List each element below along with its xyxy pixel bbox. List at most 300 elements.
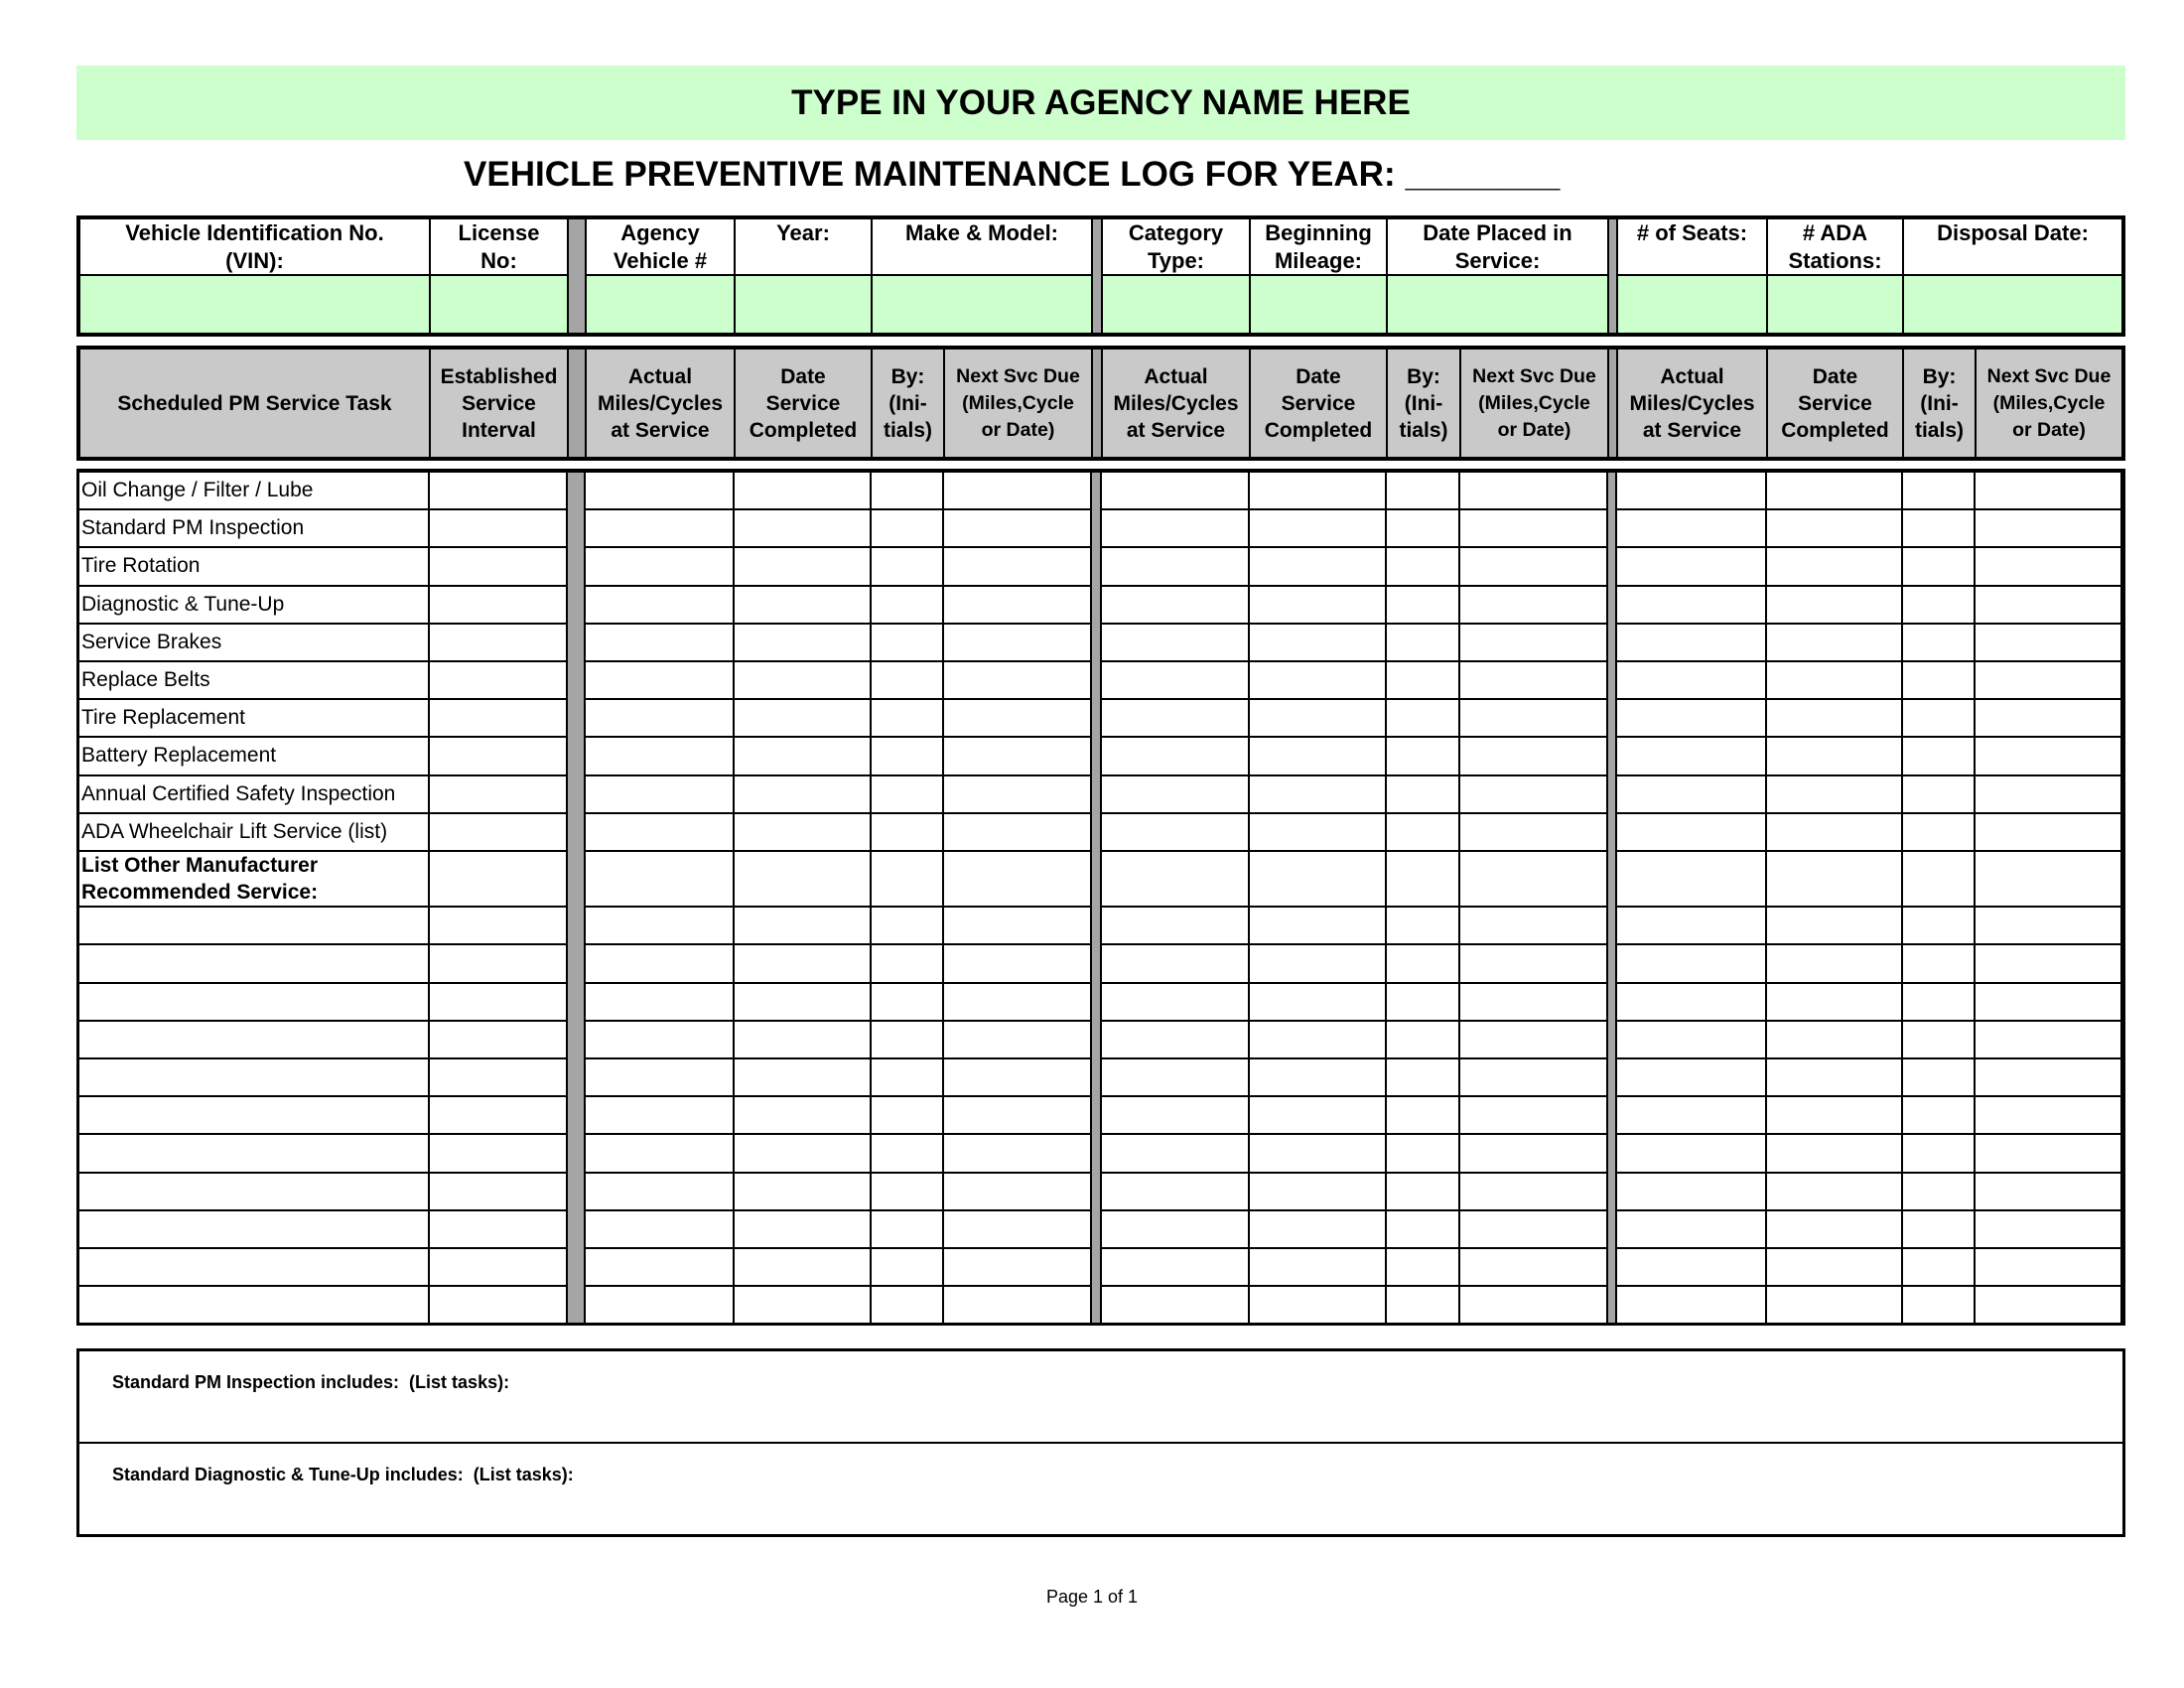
date-completed-cell[interactable] (735, 945, 870, 981)
date-completed-cell[interactable] (1767, 1097, 1901, 1133)
actual-miles-cell[interactable] (586, 662, 733, 698)
initials-cell[interactable] (1903, 1211, 1974, 1247)
actual-miles-cell[interactable] (586, 1097, 733, 1133)
initials-cell[interactable] (1387, 776, 1458, 812)
initials-cell[interactable] (872, 1287, 942, 1323)
actual-miles-cell[interactable] (1102, 1097, 1248, 1133)
initials-cell[interactable] (1387, 1211, 1458, 1247)
actual-miles-cell[interactable] (586, 1022, 733, 1057)
initials-cell[interactable] (872, 1059, 942, 1095)
next-service-due-cell[interactable] (1976, 984, 2120, 1020)
initials-cell[interactable] (872, 625, 942, 660)
next-service-due-cell[interactable] (1460, 662, 1606, 698)
initials-cell[interactable] (1387, 1059, 1458, 1095)
other-service-entry[interactable] (79, 908, 428, 943)
initials-cell[interactable] (1387, 625, 1458, 660)
next-service-due-cell[interactable] (1460, 548, 1606, 584)
actual-miles-cell[interactable] (586, 1211, 733, 1247)
actual-miles-cell[interactable] (1102, 1249, 1248, 1285)
actual-miles-cell[interactable] (586, 510, 733, 546)
date-completed-cell[interactable] (1250, 1174, 1385, 1209)
next-service-due-cell[interactable] (944, 945, 1090, 981)
beginning-mileage-field[interactable] (1251, 276, 1386, 333)
service-interval-cell[interactable] (430, 700, 566, 736)
service-interval-cell[interactable] (430, 1097, 566, 1133)
actual-miles-cell[interactable] (586, 945, 733, 981)
next-service-due-cell[interactable] (944, 1287, 1090, 1323)
date-completed-cell[interactable] (1767, 662, 1901, 698)
actual-miles-cell[interactable] (586, 700, 733, 736)
next-service-due-cell[interactable] (1976, 1174, 2120, 1209)
actual-miles-cell[interactable] (1102, 908, 1248, 943)
date-completed-cell[interactable] (1250, 473, 1385, 508)
actual-miles-cell[interactable] (1102, 1059, 1248, 1095)
initials-cell[interactable] (1903, 1059, 1974, 1095)
next-service-due-cell[interactable] (1976, 1097, 2120, 1133)
next-service-due-cell[interactable] (944, 814, 1090, 850)
diagnostic-notes[interactable] (79, 1444, 2122, 1534)
actual-miles-cell[interactable] (1617, 700, 1765, 736)
date-completed-cell[interactable] (735, 1135, 870, 1171)
actual-miles-cell[interactable] (1102, 738, 1248, 774)
actual-miles-cell[interactable] (1617, 984, 1765, 1020)
initials-cell[interactable] (1387, 852, 1458, 906)
date-completed-cell[interactable] (1767, 1211, 1901, 1247)
initials-cell[interactable] (1387, 587, 1458, 623)
other-service-entry[interactable] (79, 1249, 428, 1285)
date-completed-cell[interactable] (735, 1059, 870, 1095)
actual-miles-cell[interactable] (586, 1249, 733, 1285)
initials-cell[interactable] (872, 738, 942, 774)
next-service-due-cell[interactable] (1460, 1249, 1606, 1285)
actual-miles-cell[interactable] (586, 1059, 733, 1095)
initials-cell[interactable] (1387, 984, 1458, 1020)
actual-miles-cell[interactable] (1102, 1211, 1248, 1247)
initials-cell[interactable] (1903, 662, 1974, 698)
next-service-due-cell[interactable] (1460, 1287, 1606, 1323)
actual-miles-cell[interactable] (586, 984, 733, 1020)
initials-cell[interactable] (1903, 1022, 1974, 1057)
initials-cell[interactable] (1387, 1174, 1458, 1209)
next-service-due-cell[interactable] (1976, 908, 2120, 943)
date-completed-cell[interactable] (1250, 738, 1385, 774)
actual-miles-cell[interactable] (1102, 1135, 1248, 1171)
other-service-entry[interactable] (79, 1059, 428, 1095)
disposal-date-field[interactable] (1904, 276, 2121, 333)
date-completed-cell[interactable] (1250, 1022, 1385, 1057)
service-interval-cell[interactable] (430, 1174, 566, 1209)
initials-cell[interactable] (1387, 548, 1458, 584)
next-service-due-cell[interactable] (1460, 738, 1606, 774)
actual-miles-cell[interactable] (1102, 473, 1248, 508)
next-service-due-cell[interactable] (944, 700, 1090, 736)
actual-miles-cell[interactable] (1617, 814, 1765, 850)
initials-cell[interactable] (1387, 1097, 1458, 1133)
next-service-due-cell[interactable] (1976, 1287, 2120, 1323)
service-interval-cell[interactable] (430, 625, 566, 660)
service-interval-cell[interactable] (430, 510, 566, 546)
initials-cell[interactable] (1387, 1022, 1458, 1057)
date-completed-cell[interactable] (1250, 776, 1385, 812)
date-completed-cell[interactable] (1250, 1211, 1385, 1247)
next-service-due-cell[interactable] (1460, 625, 1606, 660)
actual-miles-cell[interactable] (1102, 984, 1248, 1020)
make-model-field[interactable] (873, 276, 1091, 333)
date-completed-cell[interactable] (1767, 1135, 1901, 1171)
actual-miles-cell[interactable] (1617, 510, 1765, 546)
service-interval-cell[interactable] (430, 945, 566, 981)
next-service-due-cell[interactable] (1976, 1059, 2120, 1095)
date-completed-cell[interactable] (1767, 1174, 1901, 1209)
initials-cell[interactable] (1387, 700, 1458, 736)
next-service-due-cell[interactable] (1976, 548, 2120, 584)
actual-miles-cell[interactable] (1102, 776, 1248, 812)
service-interval-cell[interactable] (430, 852, 566, 906)
next-service-due-cell[interactable] (944, 1174, 1090, 1209)
actual-miles-cell[interactable] (1102, 852, 1248, 906)
actual-miles-cell[interactable] (586, 548, 733, 584)
next-service-due-cell[interactable] (1976, 852, 2120, 906)
other-service-entry[interactable] (79, 1287, 428, 1323)
date-completed-cell[interactable] (735, 1287, 870, 1323)
service-interval-cell[interactable] (430, 587, 566, 623)
date-completed-cell[interactable] (735, 908, 870, 943)
actual-miles-cell[interactable] (1102, 625, 1248, 660)
next-service-due-cell[interactable] (1460, 908, 1606, 943)
date-completed-cell[interactable] (1767, 510, 1901, 546)
date-completed-cell[interactable] (1767, 587, 1901, 623)
next-service-due-cell[interactable] (1976, 776, 2120, 812)
date-completed-cell[interactable] (1767, 473, 1901, 508)
other-service-entry[interactable] (79, 1135, 428, 1171)
actual-miles-cell[interactable] (1617, 1022, 1765, 1057)
initials-cell[interactable] (1903, 908, 1974, 943)
other-service-entry[interactable] (79, 1211, 428, 1247)
actual-miles-cell[interactable] (1617, 776, 1765, 812)
date-completed-cell[interactable] (735, 1211, 870, 1247)
initials-cell[interactable] (1387, 945, 1458, 981)
next-service-due-cell[interactable] (944, 1022, 1090, 1057)
service-interval-cell[interactable] (430, 776, 566, 812)
initials-cell[interactable] (1903, 1135, 1974, 1171)
initials-cell[interactable] (1903, 1097, 1974, 1133)
next-service-due-cell[interactable] (1460, 1097, 1606, 1133)
actual-miles-cell[interactable] (1102, 548, 1248, 584)
agency-name[interactable]: TYPE IN YOUR AGENCY NAME HERE (791, 82, 1411, 122)
actual-miles-cell[interactable] (1102, 587, 1248, 623)
actual-miles-cell[interactable] (1617, 662, 1765, 698)
actual-miles-cell[interactable] (586, 473, 733, 508)
initials-cell[interactable] (872, 473, 942, 508)
actual-miles-cell[interactable] (1617, 945, 1765, 981)
date-completed-cell[interactable] (1250, 945, 1385, 981)
next-service-due-cell[interactable] (1976, 814, 2120, 850)
initials-cell[interactable] (872, 852, 942, 906)
initials-cell[interactable] (1903, 700, 1974, 736)
date-completed-cell[interactable] (1767, 1022, 1901, 1057)
actual-miles-cell[interactable] (586, 776, 733, 812)
initials-cell[interactable] (872, 1211, 942, 1247)
date-completed-cell[interactable] (735, 814, 870, 850)
next-service-due-cell[interactable] (944, 1211, 1090, 1247)
year-field[interactable] (736, 276, 871, 333)
date-completed-cell[interactable] (1767, 908, 1901, 943)
date-completed-cell[interactable] (735, 852, 870, 906)
initials-cell[interactable] (1387, 738, 1458, 774)
initials-cell[interactable] (872, 1022, 942, 1057)
date-completed-cell[interactable] (1767, 548, 1901, 584)
date-completed-cell[interactable] (735, 662, 870, 698)
actual-miles-cell[interactable] (1102, 1174, 1248, 1209)
date-completed-cell[interactable] (735, 700, 870, 736)
actual-miles-cell[interactable] (1617, 1174, 1765, 1209)
date-completed-cell[interactable] (1250, 1287, 1385, 1323)
initials-cell[interactable] (872, 700, 942, 736)
service-interval-cell[interactable] (430, 908, 566, 943)
date-completed-cell[interactable] (1250, 700, 1385, 736)
date-completed-cell[interactable] (1250, 1059, 1385, 1095)
date-completed-cell[interactable] (1250, 548, 1385, 584)
date-completed-cell[interactable] (1767, 1059, 1901, 1095)
date-completed-cell[interactable] (1767, 776, 1901, 812)
service-interval-cell[interactable] (430, 1287, 566, 1323)
service-interval-cell[interactable] (430, 1249, 566, 1285)
service-interval-cell[interactable] (430, 662, 566, 698)
actual-miles-cell[interactable] (1102, 945, 1248, 981)
next-service-due-cell[interactable] (944, 510, 1090, 546)
actual-miles-cell[interactable] (586, 1174, 733, 1209)
category-type-field[interactable] (1103, 276, 1249, 333)
next-service-due-cell[interactable] (944, 738, 1090, 774)
next-service-due-cell[interactable] (1460, 852, 1606, 906)
actual-miles-cell[interactable] (586, 1287, 733, 1323)
date-completed-cell[interactable] (735, 587, 870, 623)
next-service-due-cell[interactable] (1976, 587, 2120, 623)
date-completed-cell[interactable] (735, 1022, 870, 1057)
next-service-due-cell[interactable] (1460, 1022, 1606, 1057)
actual-miles-cell[interactable] (1102, 1287, 1248, 1323)
actual-miles-cell[interactable] (1617, 738, 1765, 774)
date-completed-cell[interactable] (1250, 1249, 1385, 1285)
date-completed-cell[interactable] (735, 510, 870, 546)
initials-cell[interactable] (872, 1174, 942, 1209)
date-completed-cell[interactable] (735, 625, 870, 660)
next-service-due-cell[interactable] (944, 587, 1090, 623)
initials-cell[interactable] (1903, 510, 1974, 546)
actual-miles-cell[interactable] (586, 908, 733, 943)
next-service-due-cell[interactable] (944, 1097, 1090, 1133)
date-completed-cell[interactable] (735, 548, 870, 584)
initials-cell[interactable] (872, 814, 942, 850)
next-service-due-cell[interactable] (1460, 1211, 1606, 1247)
initials-cell[interactable] (872, 908, 942, 943)
date-completed-cell[interactable] (1250, 984, 1385, 1020)
actual-miles-cell[interactable] (1102, 510, 1248, 546)
initials-cell[interactable] (1387, 1135, 1458, 1171)
next-service-due-cell[interactable] (1460, 473, 1606, 508)
next-service-due-cell[interactable] (1460, 814, 1606, 850)
initials-cell[interactable] (1903, 776, 1974, 812)
actual-miles-cell[interactable] (586, 738, 733, 774)
initials-cell[interactable] (872, 587, 942, 623)
initials-cell[interactable] (872, 945, 942, 981)
next-service-due-cell[interactable] (1460, 945, 1606, 981)
initials-cell[interactable] (872, 1249, 942, 1285)
next-service-due-cell[interactable] (944, 662, 1090, 698)
initials-cell[interactable] (872, 1097, 942, 1133)
initials-cell[interactable] (1903, 1287, 1974, 1323)
next-service-due-cell[interactable] (1460, 776, 1606, 812)
next-service-due-cell[interactable] (1976, 945, 2120, 981)
next-service-due-cell[interactable] (1460, 700, 1606, 736)
next-service-due-cell[interactable] (944, 1135, 1090, 1171)
next-service-due-cell[interactable] (944, 1059, 1090, 1095)
date-completed-cell[interactable] (1250, 1097, 1385, 1133)
other-service-entry[interactable] (79, 1174, 428, 1209)
other-service-entry[interactable] (79, 1022, 428, 1057)
initials-cell[interactable] (1903, 945, 1974, 981)
initials-cell[interactable] (1387, 1287, 1458, 1323)
initials-cell[interactable] (1387, 662, 1458, 698)
license-field[interactable] (431, 276, 567, 333)
initials-cell[interactable] (872, 776, 942, 812)
next-service-due-cell[interactable] (944, 984, 1090, 1020)
next-service-due-cell[interactable] (1460, 1174, 1606, 1209)
next-service-due-cell[interactable] (944, 908, 1090, 943)
service-interval-cell[interactable] (430, 1059, 566, 1095)
next-service-due-cell[interactable] (1460, 1059, 1606, 1095)
initials-cell[interactable] (1903, 473, 1974, 508)
initials-cell[interactable] (872, 1135, 942, 1171)
initials-cell[interactable] (1387, 814, 1458, 850)
date-completed-cell[interactable] (1250, 1135, 1385, 1171)
next-service-due-cell[interactable] (1460, 587, 1606, 623)
next-service-due-cell[interactable] (1460, 984, 1606, 1020)
next-service-due-cell[interactable] (1976, 473, 2120, 508)
next-service-due-cell[interactable] (1976, 1211, 2120, 1247)
pm-inspection-notes[interactable] (79, 1351, 2122, 1442)
service-interval-cell[interactable] (430, 548, 566, 584)
date-completed-cell[interactable] (1767, 625, 1901, 660)
ada-stations-field[interactable] (1768, 276, 1902, 333)
date-completed-cell[interactable] (1767, 700, 1901, 736)
actual-miles-cell[interactable] (1102, 814, 1248, 850)
next-service-due-cell[interactable] (944, 625, 1090, 660)
date-completed-cell[interactable] (735, 776, 870, 812)
actual-miles-cell[interactable] (586, 814, 733, 850)
date-completed-cell[interactable] (1767, 984, 1901, 1020)
date-completed-cell[interactable] (1767, 1249, 1901, 1285)
actual-miles-cell[interactable] (1617, 1135, 1765, 1171)
actual-miles-cell[interactable] (586, 625, 733, 660)
date-completed-cell[interactable] (735, 1249, 870, 1285)
actual-miles-cell[interactable] (1617, 1249, 1765, 1285)
date-completed-cell[interactable] (1250, 852, 1385, 906)
agency-vehicle-field[interactable] (587, 276, 734, 333)
actual-miles-cell[interactable] (586, 852, 733, 906)
initials-cell[interactable] (1903, 852, 1974, 906)
actual-miles-cell[interactable] (1617, 852, 1765, 906)
date-completed-cell[interactable] (735, 473, 870, 508)
next-service-due-cell[interactable] (1976, 738, 2120, 774)
next-service-due-cell[interactable] (1976, 1249, 2120, 1285)
date-placed-field[interactable] (1388, 276, 1607, 333)
next-service-due-cell[interactable] (1976, 1022, 2120, 1057)
seats-field[interactable] (1618, 276, 1766, 333)
service-interval-cell[interactable] (430, 1022, 566, 1057)
date-completed-cell[interactable] (1250, 662, 1385, 698)
initials-cell[interactable] (1387, 510, 1458, 546)
log-year-field[interactable]: ________ (1405, 155, 1561, 194)
initials-cell[interactable] (1387, 908, 1458, 943)
date-completed-cell[interactable] (1250, 510, 1385, 546)
next-service-due-cell[interactable] (944, 548, 1090, 584)
initials-cell[interactable] (1903, 625, 1974, 660)
actual-miles-cell[interactable] (1617, 548, 1765, 584)
next-service-due-cell[interactable] (1976, 625, 2120, 660)
next-service-due-cell[interactable] (1976, 1135, 2120, 1171)
date-completed-cell[interactable] (1250, 587, 1385, 623)
date-completed-cell[interactable] (1767, 1287, 1901, 1323)
next-service-due-cell[interactable] (944, 1249, 1090, 1285)
actual-miles-cell[interactable] (1617, 1287, 1765, 1323)
actual-miles-cell[interactable] (1617, 587, 1765, 623)
next-service-due-cell[interactable] (1976, 510, 2120, 546)
date-completed-cell[interactable] (735, 738, 870, 774)
initials-cell[interactable] (1903, 1174, 1974, 1209)
service-interval-cell[interactable] (430, 738, 566, 774)
date-completed-cell[interactable] (735, 984, 870, 1020)
actual-miles-cell[interactable] (1102, 662, 1248, 698)
vin-field[interactable] (80, 276, 429, 333)
date-completed-cell[interactable] (1250, 625, 1385, 660)
other-service-entry[interactable] (79, 1097, 428, 1133)
date-completed-cell[interactable] (735, 1174, 870, 1209)
date-completed-cell[interactable] (1767, 852, 1901, 906)
actual-miles-cell[interactable] (586, 587, 733, 623)
next-service-due-cell[interactable] (1976, 700, 2120, 736)
service-interval-cell[interactable] (430, 984, 566, 1020)
date-completed-cell[interactable] (1767, 814, 1901, 850)
date-completed-cell[interactable] (1767, 945, 1901, 981)
service-interval-cell[interactable] (430, 814, 566, 850)
actual-miles-cell[interactable] (1102, 1022, 1248, 1057)
actual-miles-cell[interactable] (1617, 1059, 1765, 1095)
service-interval-cell[interactable] (430, 473, 566, 508)
other-service-entry[interactable] (79, 945, 428, 981)
initials-cell[interactable] (872, 510, 942, 546)
actual-miles-cell[interactable] (1102, 700, 1248, 736)
initials-cell[interactable] (1387, 473, 1458, 508)
next-service-due-cell[interactable] (1460, 510, 1606, 546)
actual-miles-cell[interactable] (1617, 1097, 1765, 1133)
next-service-due-cell[interactable] (1460, 1135, 1606, 1171)
next-service-due-cell[interactable] (944, 852, 1090, 906)
next-service-due-cell[interactable] (944, 776, 1090, 812)
actual-miles-cell[interactable] (1617, 473, 1765, 508)
initials-cell[interactable] (872, 548, 942, 584)
next-service-due-cell[interactable] (1976, 662, 2120, 698)
initials-cell[interactable] (1903, 548, 1974, 584)
service-interval-cell[interactable] (430, 1135, 566, 1171)
initials-cell[interactable] (1903, 587, 1974, 623)
actual-miles-cell[interactable] (1617, 908, 1765, 943)
date-completed-cell[interactable] (735, 1097, 870, 1133)
next-service-due-cell[interactable] (944, 473, 1090, 508)
agency-name-banner[interactable] (76, 66, 2125, 140)
service-interval-cell[interactable] (430, 1211, 566, 1247)
initials-cell[interactable] (1903, 738, 1974, 774)
